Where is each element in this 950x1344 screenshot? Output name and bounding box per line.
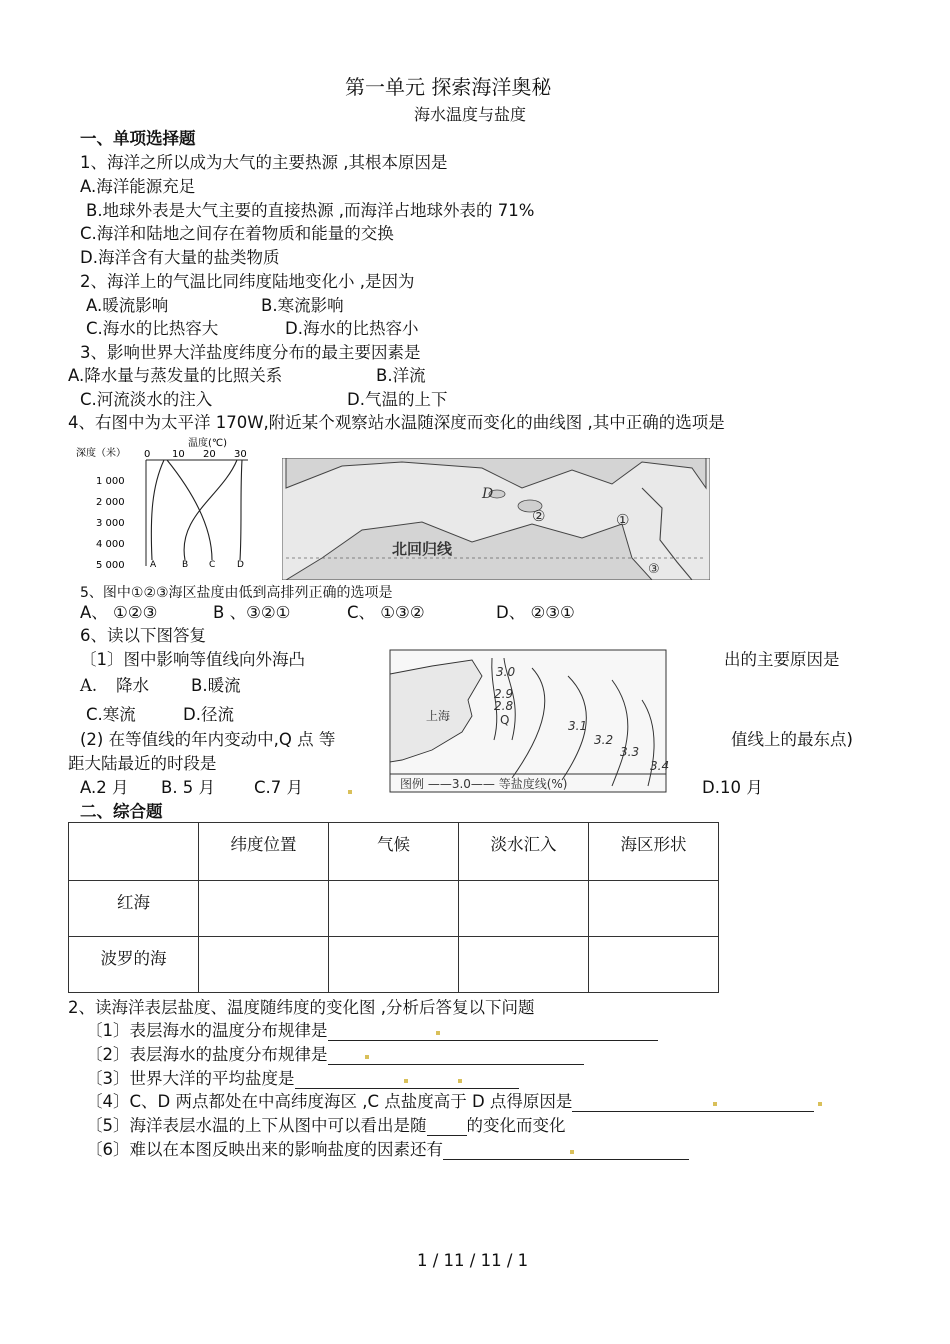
q5-option-d: D、 ②③① (496, 603, 575, 622)
isoline-label: 3.0 (496, 665, 516, 679)
isoline-label: 3.3 (620, 745, 640, 759)
temp-tick: 30 (234, 449, 247, 460)
q6-p2-option-b: B. 5 月 (161, 778, 216, 797)
q2-option-a: A.暖流影响 (86, 296, 169, 315)
section-heading-choice: 一、单项选择题 (80, 129, 196, 148)
table-cell (69, 823, 199, 881)
map-legend: 图例 ——3.0—— 等盐度线(%) (400, 777, 568, 791)
mediterranean-map (282, 458, 710, 580)
depth-axis-label: 深度（米） (76, 448, 126, 459)
q1-option-a: A.海洋能源充足 (80, 177, 196, 196)
q5-option-c: C、 ①③② (347, 603, 425, 622)
q4-stem: 4、右图中为太平洋 170W,附近某个观察站水温随深度而变化的曲线图 ,其中正确的选项是 (68, 413, 725, 432)
q3-option-d: D.气温的上下 (347, 390, 448, 409)
table-cell[interactable] (589, 881, 719, 937)
curve-label: C (209, 560, 216, 570)
temp-tick: 20 (203, 449, 216, 460)
depth-tick: 3 000 (96, 518, 125, 529)
q5-option-a: A、 ①②③ (80, 603, 158, 622)
q2-stem: 2、海洋上的气温比同纬度陆地变化小 ,是因为 (80, 272, 415, 291)
curve-label: A (150, 560, 157, 570)
curve-label: B (182, 560, 189, 570)
page-subtitle: 海水温度与盐度 (414, 105, 527, 124)
q6-p1-option-c: C.寒流 (86, 705, 136, 724)
s2-q2-item-1: 〔1〕表层海水的温度分布规律是 (86, 1021, 658, 1041)
depth-tick: 1 000 (96, 476, 125, 487)
temp-tick: 0 (144, 449, 151, 460)
q6-p1-option-a-letter: A. (80, 676, 98, 695)
temp-axis-label: 温度(℃) (188, 438, 228, 449)
q1-option-b: B.地球外表是大气主要的直接热源 ,而海洋占地球外表的 71% (86, 201, 535, 220)
q2-option-d: D.海水的比热容小 (285, 319, 419, 338)
q6-p2-option-a: A.2 月 (80, 778, 129, 797)
table-cell[interactable] (199, 881, 329, 937)
marker-2: ② (532, 507, 546, 525)
curve-a (151, 460, 164, 560)
curve-d (240, 460, 242, 560)
point-q: Q (500, 713, 510, 727)
q6-p1-right: 出的主要原因是 (724, 650, 840, 669)
q6-p1-left: 〔1〕图中影响等值线向外海凸 (80, 650, 305, 669)
q6-p2-line2: 距大陆最近的时段是 (68, 754, 217, 773)
table-header-row (69, 823, 719, 881)
table-cell[interactable] (589, 937, 719, 993)
isoline-label: 3.1 (568, 719, 588, 733)
q2-option-c: C.海水的比热容大 (86, 319, 219, 338)
section-heading-comprehensive: 二、综合题 (80, 802, 163, 821)
row-label: 红海 (69, 881, 199, 937)
city-label: 上海 (426, 709, 451, 723)
sea-comparison-table (68, 822, 719, 993)
table-cell[interactable] (329, 937, 459, 993)
s2-q2-stem: 2、读海洋表层盐度、温度随纬度的变化图 ,分析后答复以下问题 (68, 998, 535, 1017)
answer-blank[interactable] (328, 1026, 658, 1041)
row-label: 波罗的海 (69, 937, 199, 993)
q3-stem: 3、影响世界大洋盐度纬度分布的最主要因素是 (80, 343, 421, 362)
q5-stem: 5、图中①②③海区盐度由低到高排列正确的选项是 (80, 585, 393, 601)
marker-1: ① (616, 511, 630, 529)
table-header: 气候 (329, 823, 459, 881)
table-row (69, 937, 719, 993)
table-header: 淡水汇入 (459, 823, 589, 881)
curve-label: D (237, 560, 244, 570)
table-header: 海区形状 (589, 823, 719, 881)
depth-tick: 4 000 (96, 539, 125, 550)
s2-q2-item-6: 〔6〕难以在本图反映出来的影响盐度的因素还有 (86, 1140, 689, 1160)
q6-p1-option-d: D.径流 (183, 705, 234, 724)
table-header: 纬度位置 (199, 823, 329, 881)
s2-q2-item-2: 〔2〕表层海水的盐度分布规律是 (86, 1045, 584, 1065)
temp-tick: 10 (172, 449, 185, 460)
q6-p2-option-d: D.10 月 (702, 778, 763, 797)
isoline-label: 3.4 (650, 759, 670, 773)
table-cell[interactable] (329, 881, 459, 937)
q3-option-a: A.降水量与蒸发量的比照关系 (68, 366, 283, 385)
curve-c (167, 460, 212, 560)
salinity-map (372, 640, 692, 802)
table-cell[interactable] (199, 937, 329, 993)
q2-option-b: B.寒流影响 (261, 296, 344, 315)
marker-3: ③ (648, 562, 660, 577)
q6-p2-option-c: C.7 月 (254, 778, 304, 797)
q1-option-d: D.海洋含有大量的盐类物质 (80, 248, 280, 267)
q3-option-b: B.洋流 (376, 366, 426, 385)
q1-stem: 1、海洋之所以成为大气的主要热源 ,其根本原因是 (80, 153, 448, 172)
isoline-label: 3.2 (594, 733, 614, 747)
q6-p1-option-a: 降水 (116, 676, 149, 695)
page-title: 第一单元 探索海洋奥秘 (345, 75, 552, 99)
answer-blank[interactable] (443, 1145, 689, 1160)
q1-option-c: C.海洋和陆地之间存在着物质和能量的交换 (80, 224, 394, 243)
isoline-label: 2.8 (494, 699, 514, 713)
q6-p2-right: 值线上的最东点) (731, 730, 853, 749)
s2-q2-item-5: 〔5〕海洋表层水温的上下从图中可以看出是随 的变化而变化 (86, 1116, 566, 1135)
temperature-depth-chart (72, 436, 272, 572)
q6-stem: 6、读以下图答复 (80, 626, 206, 645)
table-row (69, 881, 719, 937)
answer-blank[interactable] (427, 1121, 467, 1136)
tropic-label: 北回归线 (392, 540, 453, 558)
s2-q2-item-4: 〔4〕C、D 两点都处在中高纬度海区 ,C 点盐度高于 D 点得原因是 (86, 1092, 814, 1112)
q3-option-c: C.河流淡水的注入 (80, 390, 213, 409)
marker-d: D (482, 486, 494, 502)
q5-option-b: B 、③②① (213, 603, 291, 622)
table-cell[interactable] (459, 937, 589, 993)
depth-tick: 5 000 (96, 560, 125, 571)
s2-q2-item-3: 〔3〕世界大洋的平均盐度是 (86, 1069, 519, 1089)
depth-tick: 2 000 (96, 497, 125, 508)
table-cell[interactable] (459, 881, 589, 937)
q6-p1-option-b: B.暖流 (191, 676, 241, 695)
q6-p2-left: (2) 在等值线的年内变动中,Q 点 等 (80, 730, 336, 749)
isoline-label: 2.9 (494, 687, 514, 701)
answer-blank[interactable] (572, 1097, 814, 1112)
page-number: 1 / 11 / 11 / 1 (417, 1251, 529, 1270)
